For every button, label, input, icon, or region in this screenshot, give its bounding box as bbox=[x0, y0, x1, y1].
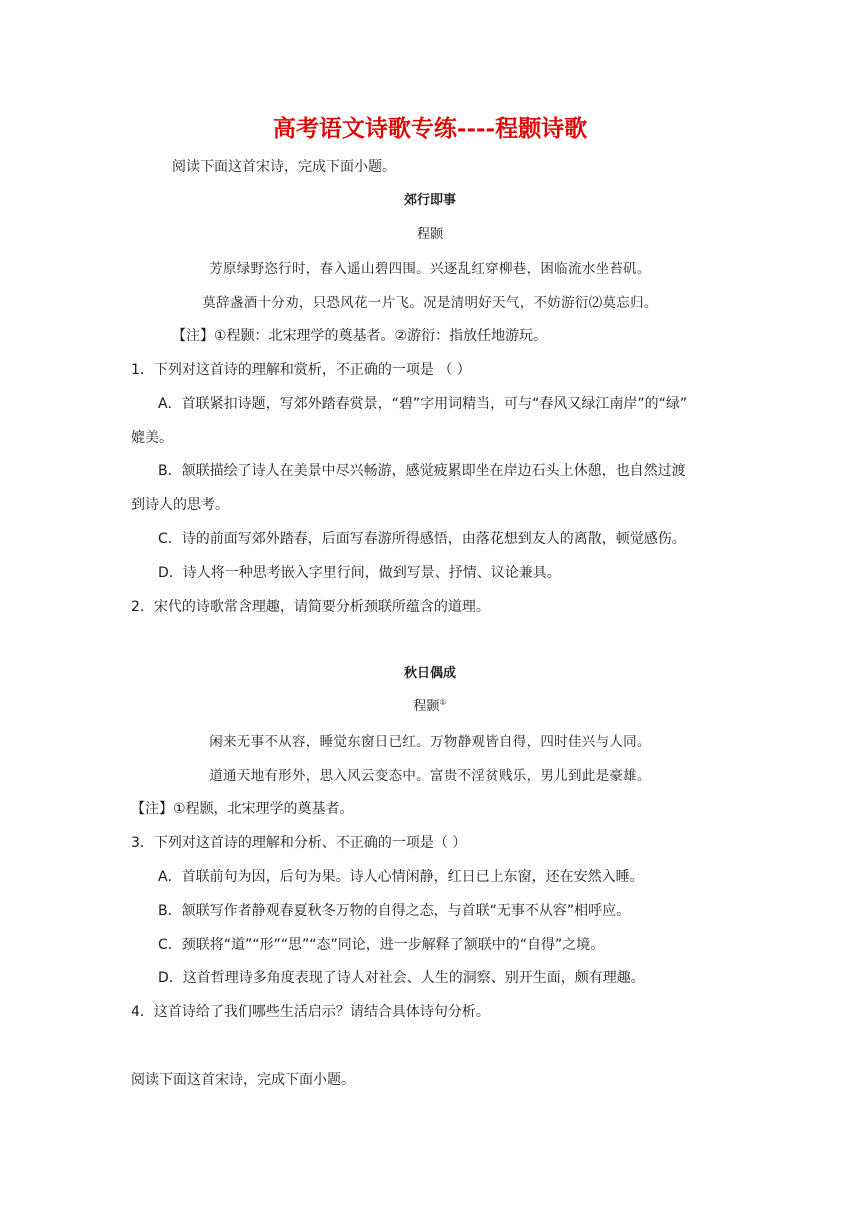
poem1-title: 郊行即事 bbox=[403, 193, 456, 208]
poem2-title: 秋日偶成 bbox=[403, 666, 456, 681]
question-1: 1．下列对这首诗的理解和赏析，不正确的一项是 （ ） bbox=[131, 362, 471, 378]
q1-option-a-cont: 媲美。 bbox=[131, 430, 173, 446]
poem2-line: 道通天地有形外，思入风云变态中。富贵不淫贫贱乐，男儿到此是豪雄。 bbox=[209, 768, 651, 784]
q3-option-b: B．颔联写作者静观春夏秋冬万物的自得之态，与首联“无事不从容”相呼应。 bbox=[158, 903, 631, 919]
q1-option-a: A．首联紧扣诗题，写郊外踏春赏景，“碧”字用词精当，可与“春风又绿江南岸”的“绿” bbox=[158, 396, 688, 412]
q1-option-b-cont: 到诗人的思考。 bbox=[131, 497, 229, 513]
poem1-line: 莫辞盏酒十分劝，只恐风花一片飞。况是清明好天气，不妨游衍⑵莫忘归。 bbox=[202, 295, 658, 311]
poem1-author: 程颢 bbox=[416, 227, 443, 242]
footnote-marker: ① bbox=[439, 697, 447, 707]
poem2-line: 闲来无事不从容，睡觉东窗日已红。万物静观皆自得，四时佳兴与人同。 bbox=[209, 734, 651, 750]
question-4: 4．这首诗给了我们哪些生活启示？请结合具体诗句分析。 bbox=[131, 1004, 490, 1020]
page-title: 高考语文诗歌专练----程颢诗歌 bbox=[272, 115, 588, 142]
section1-intro: 阅读下面这首宋诗，完成下面小题。 bbox=[172, 159, 396, 175]
q1-option-d: D．诗人将一种思考嵌入字里行间，做到写景、抒情、议论兼具。 bbox=[158, 565, 561, 581]
poem2-author bbox=[0, 697, 860, 717]
q3-option-a: A．首联前句为因，后句为果。诗人心情闲静，红日已上东窗，还在安然入睡。 bbox=[158, 869, 644, 885]
q3-option-c: C．颈联将“道”“形”“思”“态”同论，进一步解释了颔联中的“自得”之境。 bbox=[158, 937, 605, 953]
q3-option-d: D．这首哲理诗多角度表现了诗人对社会、人生的洞察、别开生面，颇有理趣。 bbox=[158, 970, 645, 986]
question-3: 3．下列对这首诗的理解和分析、不正确的一项是（ ） bbox=[131, 835, 467, 851]
poem1-line: 芳原绿野恣行时，春入遥山碧四围。兴逐乱红穿柳巷，困临流水坐苔矶。 bbox=[209, 261, 651, 277]
q1-option-c: C．诗的前面写郊外踏春，后面写春游所得感悟，由落花想到友人的离散，顿觉感伤。 bbox=[158, 531, 686, 547]
poem1-note: 【注】①程颢：北宋理学的奠基者。②游衍：指放任地游玩。 bbox=[172, 328, 548, 344]
poem2-note: 【注】①程颢，北宋理学的奠基者。 bbox=[131, 801, 354, 817]
poem2-author-name: 程颢 bbox=[413, 699, 440, 714]
question-2: 2．宋代的诗歌常含理趣，请简要分析颈联所蕴含的道理。 bbox=[131, 599, 490, 615]
q1-option-b: B．颔联描绘了诗人在美景中尽兴畅游，感觉疲累即坐在岸边石头上休憩，也自然过渡 bbox=[158, 463, 686, 479]
section3-intro: 阅读下面这首宋诗，完成下面小题。 bbox=[131, 1072, 355, 1088]
